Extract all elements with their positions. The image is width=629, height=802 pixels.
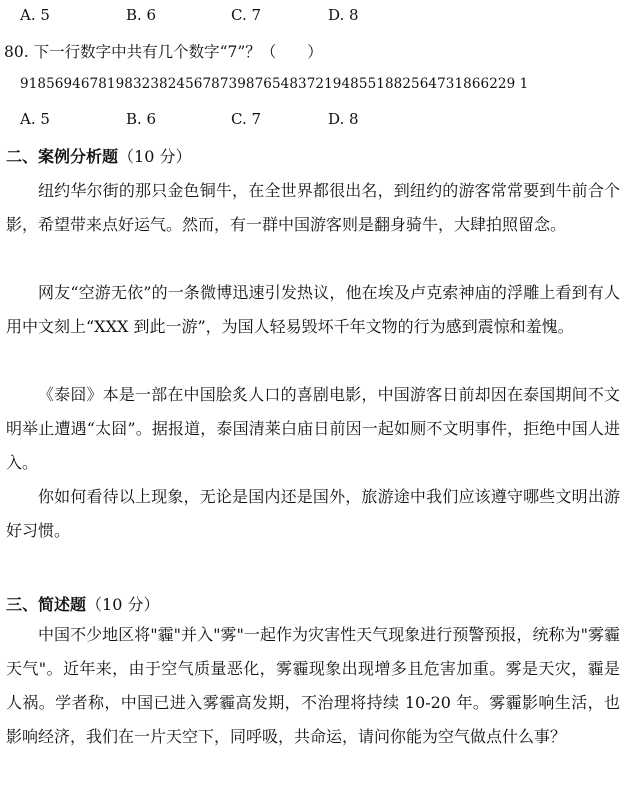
section2-heading (6, 144, 191, 167)
section2-paragraph-3: 《泰囧》本是一部在中国脍炙人口的喜剧电影，中国游客日前却因在泰国期间不文明举止遭遇“太囧”。据报道，泰国清莱白庙日前因一起如厕不文明事件，拒绝中国人进入。 (6, 385, 620, 472)
q80-option-b: B. 6 (126, 110, 157, 128)
section2-paragraph-4: 你如何看待以上现象，无论是国内还是国外，旅游途中我们应该遵守哪些文明出游好习惯。 (6, 487, 620, 540)
q80-digit-string: 918569467819832382456787398765483721948551882564731866229 1 (20, 76, 529, 92)
section3-title: 三、简述题 (6, 595, 87, 614)
q80-option-d: D. 8 (328, 110, 359, 128)
section2-title: 二、案例分析题 (6, 147, 119, 166)
q80-question: 80. 下一行数字中共有几个数字“7”？（ ） (4, 43, 323, 61)
section2-paragraph-2: 网友“空游无依”的一条微博迅速引发热议，他在埃及卢克索神庙的浮雕上看到有人用中文刻上“XXX 到此一游”，为国人轻易毁坏千年文物的行为感到震惊和羞愧。 (6, 283, 620, 336)
q79-option-a: A. 5 (20, 6, 50, 24)
section2-paragraph-1: 纽约华尔街的那只金色铜牛，在全世界都很出名，到纽约的游客常常要到牛前合个影，希望带来点好运气。然而，有一群中国游客则是翻身骑牛，大肆拍照留念。 (6, 181, 620, 234)
section3-paragraph-1: 中国不少地区将"霾"并入"雾"一起作为灾害性天气现象进行预警预报，统称为"雾霾天气"。近年来，由于空气质量恶化，雾霾现象出现增多且危害加重。雾是天灾，霾是人祸。学者称，中国已进入雾霾高发期，不治理将持续 10-20 年。雾霾影响生活，也影响经济，我们在一片天空下，同呼吸，共命运，请问你能为空气做点什么事？ (6, 625, 620, 746)
section2-score: （10 分） (118, 147, 192, 166)
section3-score: （10 分） (86, 595, 160, 614)
q80-option-a: A. 5 (20, 110, 50, 128)
section3-heading (6, 592, 159, 615)
q80-option-c: C. 7 (231, 110, 262, 128)
q79-option-d: D. 8 (328, 6, 359, 24)
q79-option-b: B. 6 (126, 6, 157, 24)
q79-option-c: C. 7 (231, 6, 262, 24)
